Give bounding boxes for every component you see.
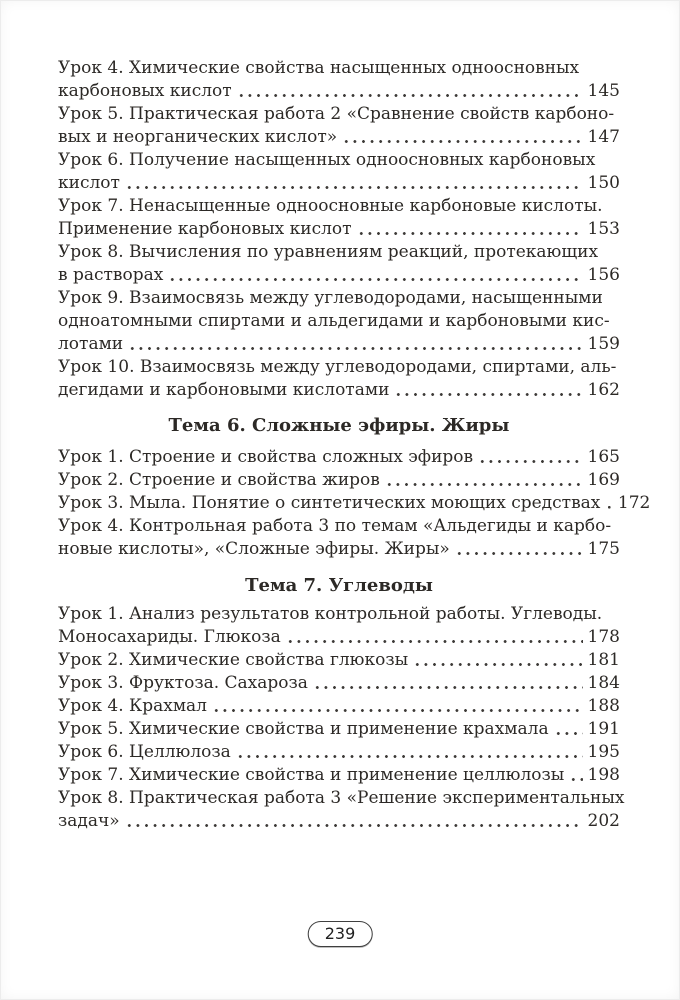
- toc-entry-text: Применение карбоновых кислот: [58, 219, 352, 239]
- toc-line: [58, 103, 620, 126]
- toc-entry-text: Урок 5. Практическая работа 2 «Сравнение свойств карбоно-: [58, 104, 615, 124]
- toc-entry-text: Урок 10. Взаимосвязь между углеводородами, спиртами, аль-: [58, 357, 617, 377]
- toc-line: [58, 603, 620, 626]
- toc-line: [58, 149, 620, 172]
- toc-entry-text: Урок 4. Крахмал: [58, 696, 207, 716]
- dot-leader: [125, 172, 583, 195]
- dot-leader: [385, 469, 583, 492]
- toc-entry-text: задач»: [58, 811, 120, 831]
- toc-entry-text: дегидами и карбоновыми кислотами: [58, 380, 390, 400]
- toc-line: [58, 356, 620, 379]
- toc-entry-text: Урок 2. Строение и свойства жиров: [58, 470, 380, 490]
- toc-page-number: 153: [587, 219, 620, 239]
- page-number: 239: [324, 924, 356, 943]
- toc-entry-text: кислот: [58, 173, 120, 193]
- toc-entry-text: одноатомными спиртами и альдегидами и карбоновыми кис-: [58, 311, 610, 331]
- toc-line: [58, 379, 620, 402]
- dot-leader: [413, 649, 583, 672]
- toc-page-number: 172: [617, 493, 651, 513]
- toc-page-number: 188: [587, 696, 620, 716]
- dot-leader: [605, 492, 613, 515]
- toc-entry-text: Урок 8. Вычисления по уравнениям реакций, протекающих: [58, 242, 599, 262]
- toc-line: [58, 810, 620, 833]
- toc-entry-text: Урок 2. Химические свойства глюкозы: [58, 650, 409, 670]
- toc-page-number: 145: [587, 81, 620, 101]
- toc-page-number: 202: [587, 811, 620, 831]
- toc-line: [58, 172, 620, 195]
- toc-line: [58, 764, 620, 787]
- toc-entry-text: Урок 1. Анализ результатов контрольной работы. Углеводы.: [58, 604, 603, 624]
- dot-leader: [342, 126, 583, 149]
- dot-leader: [357, 218, 583, 241]
- section-heading: Тема 7. Углеводы: [245, 575, 433, 596]
- dot-leader: [313, 672, 583, 695]
- dot-leader: [478, 446, 583, 469]
- toc-entry-text: Урок 4. Химические свойства насыщенных одноосновных: [58, 58, 580, 78]
- toc-line: [58, 264, 620, 287]
- toc-entry-text: Урок 1. Строение и свойства сложных эфиров: [58, 447, 474, 467]
- dot-leader: [286, 626, 583, 649]
- toc-page-number: 169: [587, 470, 620, 490]
- toc-line: [58, 492, 651, 515]
- toc-page-number: 150: [587, 173, 620, 193]
- dot-leader: [554, 718, 583, 741]
- toc-entry-text: Урок 3. Фруктоза. Сахароза: [58, 673, 308, 693]
- toc-line: [58, 469, 620, 492]
- toc-line: [58, 538, 620, 561]
- toc-page-number: 147: [587, 127, 620, 147]
- dot-leader: [236, 741, 583, 764]
- toc-line: [58, 695, 620, 718]
- toc-entry-text: Урок 5. Химические свойства и применение крахмала: [58, 719, 549, 739]
- dot-leader: [455, 538, 583, 561]
- toc-entry-text: в растворах: [58, 265, 164, 285]
- toc-page-number: 156: [587, 265, 620, 285]
- dot-leader: [128, 333, 583, 356]
- dot-leader: [168, 264, 583, 287]
- toc-page-number: 191: [587, 719, 620, 739]
- toc-line: [58, 672, 620, 695]
- toc-entry-text: Урок 8. Практическая работа 3 «Решение экспериментальных: [58, 788, 625, 808]
- section-heading: Тема 6. Сложные эфиры. Жиры: [168, 415, 510, 436]
- page-number-pill: [308, 921, 373, 947]
- toc-line: [58, 287, 620, 310]
- toc-page-number: 175: [587, 539, 620, 559]
- toc-page-number: 165: [587, 447, 620, 467]
- toc-line: [58, 80, 620, 103]
- toc-page-number: 162: [587, 380, 620, 400]
- toc-line: [58, 515, 620, 538]
- toc-page-number: 159: [587, 334, 620, 354]
- dot-leader: [394, 379, 583, 402]
- toc-line: [58, 626, 620, 649]
- toc-entry-text: Урок 4. Контрольная работа 3 по темам «Альдегиды и карбо-: [58, 516, 612, 536]
- toc-entry-text: новые кислоты», «Сложные эфиры. Жиры»: [58, 539, 450, 559]
- toc-entry-text: Урок 9. Взаимосвязь между углеводородами, насыщенными: [58, 288, 603, 308]
- toc-entry-text: Урок 6. Получение насыщенных одноосновных карбоновых: [58, 150, 596, 170]
- toc-line: [58, 241, 620, 264]
- toc-line: [58, 446, 620, 469]
- toc-line: [58, 218, 620, 241]
- toc-entry-text: Урок 3. Мыла. Понятие о синтетических моющих средствах: [58, 493, 601, 513]
- toc-entry-text: лотами: [58, 334, 124, 354]
- dot-leader: [237, 80, 583, 103]
- toc-line: [58, 649, 620, 672]
- toc-line: [58, 310, 620, 333]
- toc-page-number: 181: [587, 650, 620, 670]
- toc: [58, 57, 651, 833]
- toc-entry-text: карбоновых кислот: [58, 81, 232, 101]
- toc-entry-text: Урок 7. Химические свойства и применение целлюлозы: [58, 765, 565, 785]
- dot-leader: [212, 695, 583, 718]
- dot-leader: [569, 764, 583, 787]
- toc-line: [58, 333, 620, 356]
- toc-page-number: 184: [587, 673, 620, 693]
- toc-entry-text: вых и неорганических кислот»: [58, 127, 338, 147]
- toc-entry-text: Урок 6. Целлюлоза: [58, 742, 231, 762]
- toc-line: [58, 741, 620, 764]
- toc-entry-text: Моносахариды. Глюкоза: [58, 627, 281, 647]
- toc-page-number: 178: [587, 627, 620, 647]
- toc-line: [58, 195, 620, 218]
- toc-entry-text: Урок 7. Ненасыщенные одноосновные карбоновые кислоты.: [58, 196, 603, 216]
- dot-leader: [125, 810, 583, 833]
- toc-page-number: 198: [587, 765, 620, 785]
- toc-line: [58, 57, 620, 80]
- toc-page-number: 195: [587, 742, 620, 762]
- toc-line: [58, 126, 620, 149]
- toc-line: [58, 718, 620, 741]
- toc-line: [58, 787, 625, 810]
